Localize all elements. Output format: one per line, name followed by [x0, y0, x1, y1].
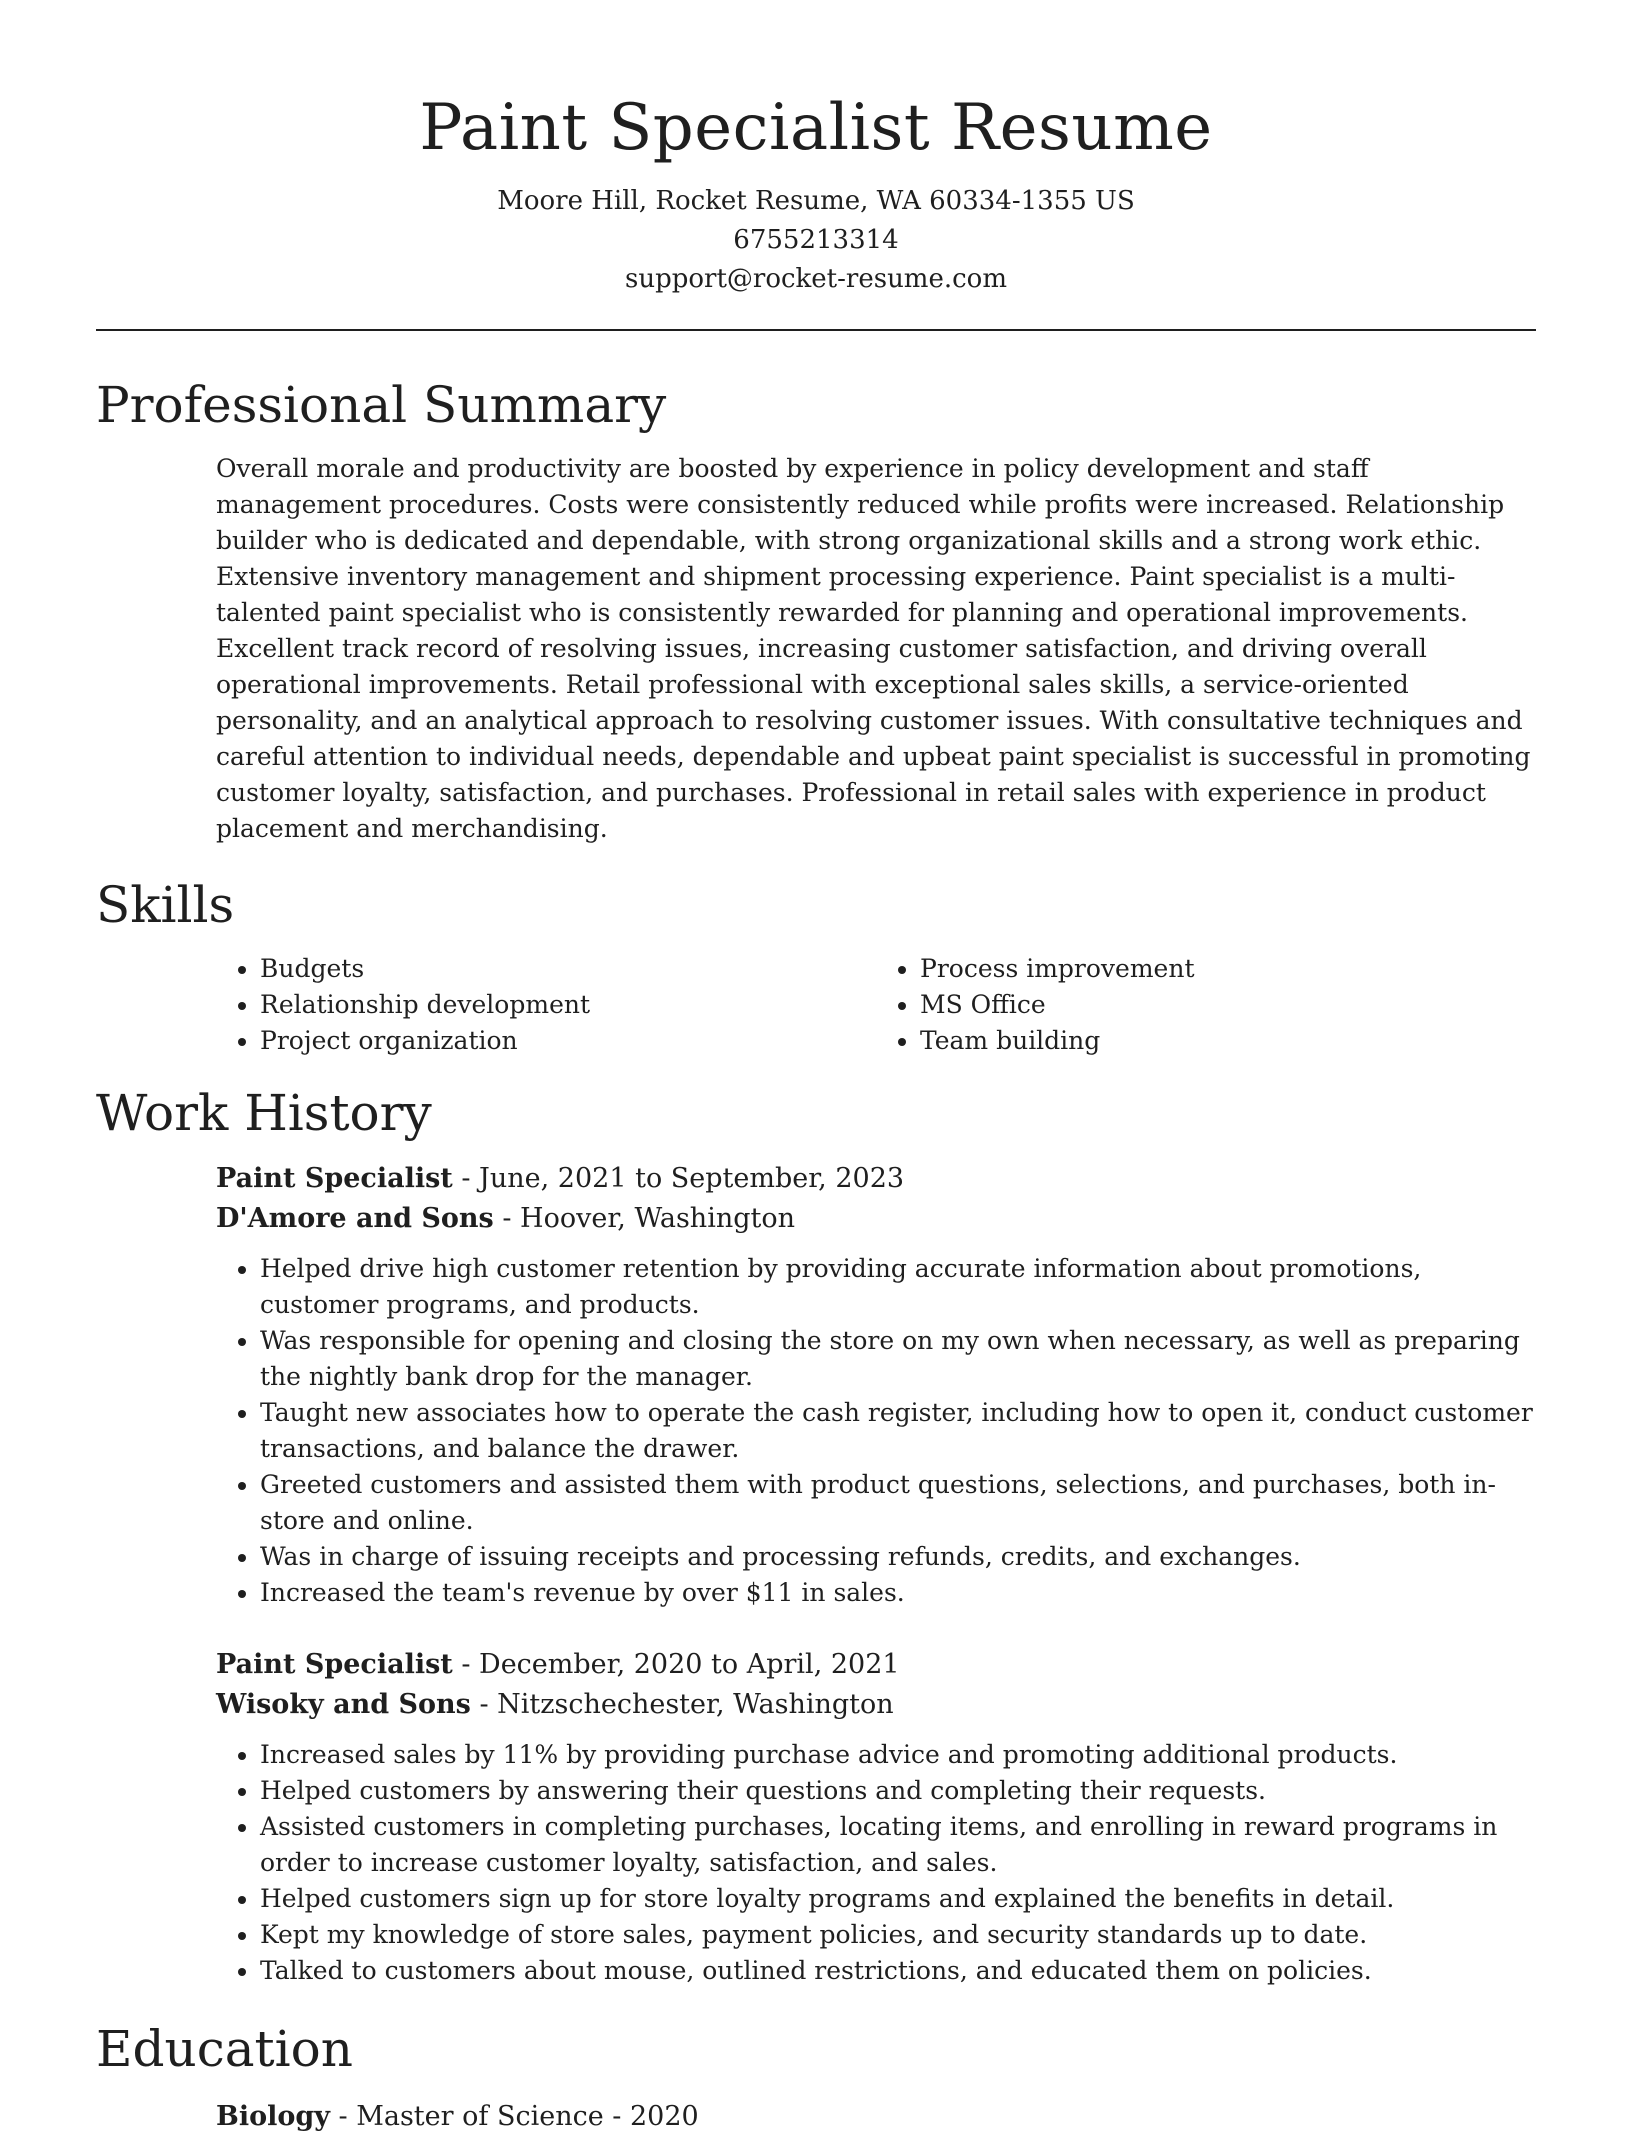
skill-item: • Process improvement: [920, 951, 1536, 987]
job-company: Wisoky and Sons: [216, 1689, 471, 1720]
job-entry: [216, 1159, 1536, 1611]
job-bullet: • Kept my knowledge of store sales, payment policies, and security standards up to date.: [260, 1917, 1536, 1953]
job-entry: [216, 1645, 1536, 1989]
phone-text: 6755213314: [733, 225, 899, 255]
skill-item: • Team building: [920, 1023, 1536, 1059]
job-bullet: • Helped drive high customer retention by providing accurate information about promotions, customer programs, and products.: [260, 1251, 1536, 1323]
email-text: support@rocket-resume.com: [624, 264, 1007, 294]
skills-section: [96, 873, 1536, 1059]
job-title-line: [216, 1159, 1536, 1199]
work-history-body: [216, 1159, 1536, 1989]
job-bullet: • Greeted customers and assisted them with product questions, selections, and purchases, both in-store and online.: [260, 1467, 1536, 1539]
skills-list: [216, 951, 1536, 1059]
job-bullet: • Was responsible for opening and closing the store on my own when necessary, as well as preparing the nightly bank drop for the manager.: [260, 1323, 1536, 1395]
contact-info: [96, 182, 1536, 299]
skills-column-right: [876, 951, 1536, 1059]
job-bullets: [216, 1737, 1536, 1989]
job-company: D'Amore and Sons: [216, 1203, 494, 1234]
education-heading: Education: [96, 2020, 353, 2078]
job-bullet: • Talked to customers about mouse, outlined restrictions, and educated them on policies.: [260, 1953, 1536, 1989]
job-dates: - December, 2020 to April, 2021: [452, 1649, 900, 1680]
job-title-line: [216, 1645, 1536, 1685]
page-title: Paint Specialist Resume: [419, 91, 1213, 165]
job-bullets: [216, 1251, 1536, 1611]
job-bullet: • Helped customers sign up for store loyalty programs and explained the benefits in detail.: [260, 1881, 1536, 1917]
job-location: - Nitzschechester, Washington: [470, 1689, 894, 1720]
education-body: [216, 2097, 1536, 2137]
address-text: Moore Hill, Rocket Resume, WA 60334-1355 US: [497, 186, 1135, 216]
job-bullet: • Assisted customers in completing purchases, locating items, and enrolling in reward programs in order to increase customer loyalty, satisfaction, and sales.: [260, 1809, 1536, 1881]
job-role: Paint Specialist: [216, 1163, 453, 1194]
summary-body: [216, 451, 1536, 847]
job-bullet: • Increased the team's revenue by over $11 in sales.: [260, 1575, 1536, 1611]
job-bullet: • Increased sales by 11% by providing purchase advice and promoting additional products.: [260, 1737, 1536, 1773]
skills-heading: Skills: [96, 876, 235, 934]
skill-item: • MS Office: [920, 987, 1536, 1023]
work-history-heading: Work History: [96, 1084, 432, 1142]
summary-heading: Professional Summary: [96, 376, 667, 434]
resume-header: [96, 88, 1536, 299]
job-company-line: [216, 1199, 1536, 1239]
job-company-line: [216, 1685, 1536, 1725]
education-degree: - Master of Science - 2020: [329, 2101, 699, 2132]
job-role: Paint Specialist: [216, 1649, 453, 1680]
job-dates: - June, 2021 to September, 2023: [452, 1163, 905, 1194]
job-bullet: • Was in charge of issuing receipts and processing refunds, credits, and exchanges.: [260, 1539, 1536, 1575]
header-divider: [96, 329, 1536, 331]
skills-column-left: [216, 951, 876, 1059]
job-bullet: • Helped customers by answering their questions and completing their requests.: [260, 1773, 1536, 1809]
education-section: [96, 2017, 1536, 2137]
skill-item: • Budgets: [260, 951, 876, 987]
skill-item: • Relationship development: [260, 987, 876, 1023]
job-bullet: • Taught new associates how to operate the cash register, including how to open it, conduct customer transactions, and balance the drawer.: [260, 1395, 1536, 1467]
summary-text: Overall morale and productivity are boosted by experience in policy development and staff management procedures. Costs were consistently reduced while profits were increased. Relationship builder who is dedicated and dependable, with strong organizational skills and a strong work ethic. Extensive inventory management and shipment processing experience. Paint specialist is a multi-talented paint specialist who is consistently rewarded for planning and operational improvements. Excellent track record of resolving issues, increasing customer satisfaction, and driving overall operational improvements. Retail professional with exceptional sales skills, a service-oriented personality, and an analytical approach to resolving customer issues. With consultative techniques and careful attention to individual needs, dependable and upbeat paint specialist is successful in promoting customer loyalty, satisfaction, and purchases. Professional in retail sales with experience in product placement and merchandising.: [216, 454, 1531, 843]
job-location: - Hoover, Washington: [493, 1203, 795, 1234]
work-history-section: [96, 1081, 1536, 1989]
skill-item: • Project organization: [260, 1023, 876, 1059]
summary-section: [96, 373, 1536, 847]
education-field: Biology: [216, 2101, 330, 2132]
education-entry: [216, 2097, 1536, 2137]
